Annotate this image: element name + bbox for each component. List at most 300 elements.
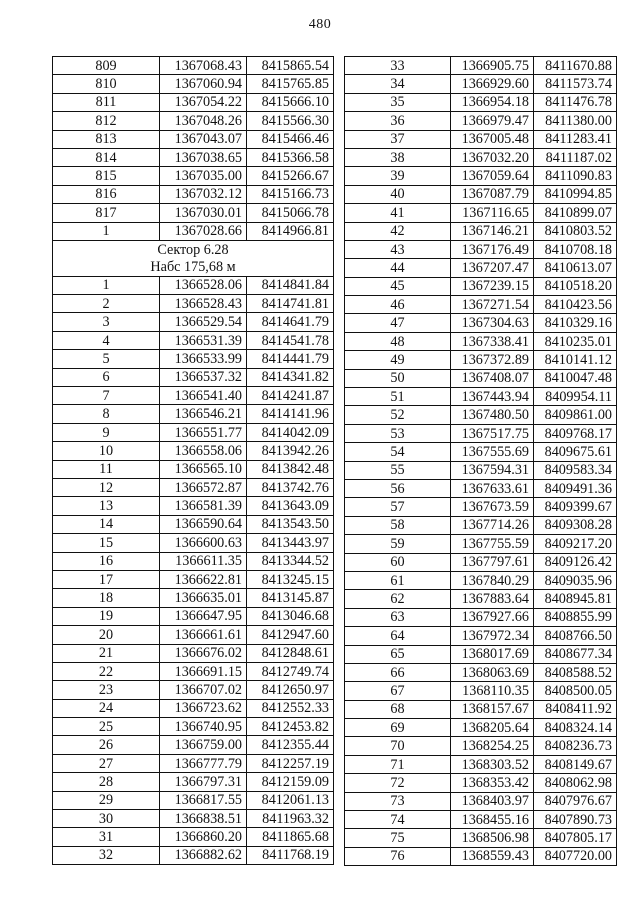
coordinate-x: 1367480.50 bbox=[451, 406, 534, 424]
coordinate-y: 8410047.48 bbox=[534, 369, 617, 387]
point-number: 39 bbox=[345, 167, 451, 185]
coordinates-table-right bbox=[344, 56, 617, 866]
point-number: 2 bbox=[53, 295, 160, 313]
table-row bbox=[53, 442, 334, 460]
point-number: 75 bbox=[345, 829, 451, 847]
point-number: 16 bbox=[53, 552, 160, 570]
coordinate-y: 8415666.10 bbox=[247, 93, 334, 111]
coordinate-y: 8408855.99 bbox=[534, 608, 617, 626]
coordinate-y: 8412453.82 bbox=[247, 718, 334, 736]
coordinate-x: 1368506.98 bbox=[451, 829, 534, 847]
coordinate-y: 8414641.79 bbox=[247, 313, 334, 331]
coordinate-y: 8412552.33 bbox=[247, 699, 334, 717]
coordinate-y: 8407890.73 bbox=[534, 811, 617, 829]
table-row bbox=[53, 791, 334, 809]
coordinate-x: 1366740.95 bbox=[160, 718, 247, 736]
coordinate-x: 1367030.01 bbox=[160, 204, 247, 222]
table-row bbox=[53, 75, 334, 93]
table-row bbox=[345, 535, 617, 553]
table-row bbox=[53, 185, 334, 203]
coordinate-y: 8408766.50 bbox=[534, 627, 617, 645]
point-number: 64 bbox=[345, 627, 451, 645]
point-number: 72 bbox=[345, 774, 451, 792]
point-number: 48 bbox=[345, 332, 451, 350]
coordinate-x: 1368063.69 bbox=[451, 663, 534, 681]
coordinate-x: 1366954.18 bbox=[451, 93, 534, 111]
coordinate-x: 1366533.99 bbox=[160, 350, 247, 368]
point-number: 1 bbox=[53, 222, 160, 240]
table-row bbox=[53, 699, 334, 717]
coordinate-y: 8413742.76 bbox=[247, 478, 334, 496]
coordinate-x: 1366528.06 bbox=[160, 276, 247, 294]
table-row bbox=[53, 276, 334, 294]
coordinate-x: 1367443.94 bbox=[451, 388, 534, 406]
point-number: 65 bbox=[345, 645, 451, 663]
point-number: 60 bbox=[345, 553, 451, 571]
coordinate-y: 8413344.52 bbox=[247, 552, 334, 570]
coordinate-x: 1367068.43 bbox=[160, 57, 247, 75]
table-row bbox=[345, 167, 617, 185]
coordinate-y: 8410235.01 bbox=[534, 332, 617, 350]
coordinate-y: 8414042.09 bbox=[247, 423, 334, 441]
table-row bbox=[345, 406, 617, 424]
point-number: 817 bbox=[53, 204, 160, 222]
coordinate-x: 1366529.54 bbox=[160, 313, 247, 331]
table-row bbox=[345, 369, 617, 387]
coordinate-x: 1367087.79 bbox=[451, 185, 534, 203]
point-number: 25 bbox=[53, 718, 160, 736]
section-title-row bbox=[53, 240, 334, 258]
table-row bbox=[53, 589, 334, 607]
point-number: 43 bbox=[345, 240, 451, 258]
point-number: 1 bbox=[53, 276, 160, 294]
table-row bbox=[53, 93, 334, 111]
coordinate-y: 8415865.54 bbox=[247, 57, 334, 75]
coordinate-y: 8410141.12 bbox=[534, 351, 617, 369]
coordinate-x: 1366723.62 bbox=[160, 699, 247, 717]
coordinate-x: 1367005.48 bbox=[451, 130, 534, 148]
coordinate-y: 8415266.67 bbox=[247, 167, 334, 185]
coordinate-y: 8409217.20 bbox=[534, 535, 617, 553]
table-row bbox=[345, 277, 617, 295]
point-number: 816 bbox=[53, 185, 160, 203]
point-number: 31 bbox=[53, 828, 160, 846]
point-number: 10 bbox=[53, 442, 160, 460]
coordinate-y: 8411670.88 bbox=[534, 57, 617, 75]
coordinate-x: 1367271.54 bbox=[451, 296, 534, 314]
table-row bbox=[345, 296, 617, 314]
coordinate-y: 8415166.73 bbox=[247, 185, 334, 203]
coordinate-y: 8408945.81 bbox=[534, 590, 617, 608]
table-row bbox=[345, 608, 617, 626]
coordinate-x: 1367116.65 bbox=[451, 204, 534, 222]
coordinate-x: 1368559.43 bbox=[451, 847, 534, 865]
point-number: 814 bbox=[53, 148, 160, 166]
coordinate-y: 8408149.67 bbox=[534, 755, 617, 773]
coordinate-y: 8411963.32 bbox=[247, 810, 334, 828]
point-number: 73 bbox=[345, 792, 451, 810]
coordinate-x: 1367207.47 bbox=[451, 259, 534, 277]
coordinate-x: 1367797.61 bbox=[451, 553, 534, 571]
point-number: 22 bbox=[53, 662, 160, 680]
table-row bbox=[345, 57, 617, 75]
coordinate-y: 8409954.11 bbox=[534, 388, 617, 406]
coordinate-y: 8409675.61 bbox=[534, 443, 617, 461]
table-row bbox=[53, 773, 334, 791]
coordinate-y: 8412947.60 bbox=[247, 626, 334, 644]
coordinate-y: 8411476.78 bbox=[534, 93, 617, 111]
coordinate-x: 1367840.29 bbox=[451, 571, 534, 589]
point-number: 4 bbox=[53, 331, 160, 349]
point-number: 52 bbox=[345, 406, 451, 424]
table-row bbox=[53, 112, 334, 130]
coordinate-y: 8415466.46 bbox=[247, 130, 334, 148]
coordinate-y: 8413842.48 bbox=[247, 460, 334, 478]
point-number: 20 bbox=[53, 626, 160, 644]
coordinate-x: 1367673.59 bbox=[451, 498, 534, 516]
coordinate-x: 1366707.02 bbox=[160, 681, 247, 699]
point-number: 49 bbox=[345, 351, 451, 369]
coordinate-x: 1367176.49 bbox=[451, 240, 534, 258]
table-row bbox=[345, 479, 617, 497]
coordinate-y: 8409035.96 bbox=[534, 571, 617, 589]
table-row bbox=[345, 351, 617, 369]
table-row bbox=[345, 590, 617, 608]
table-row bbox=[345, 259, 617, 277]
point-number: 45 bbox=[345, 277, 451, 295]
coordinate-x: 1366546.21 bbox=[160, 405, 247, 423]
coordinate-x: 1366528.43 bbox=[160, 295, 247, 313]
coordinate-x: 1367035.00 bbox=[160, 167, 247, 185]
coordinate-x: 1366600.63 bbox=[160, 534, 247, 552]
table-row bbox=[53, 552, 334, 570]
coordinate-x: 1367408.07 bbox=[451, 369, 534, 387]
coordinate-y: 8411865.68 bbox=[247, 828, 334, 846]
coordinate-x: 1366882.62 bbox=[160, 846, 247, 864]
coordinate-y: 8413046.68 bbox=[247, 607, 334, 625]
point-number: 33 bbox=[345, 57, 451, 75]
table-row bbox=[345, 388, 617, 406]
coordinate-y: 8413443.97 bbox=[247, 534, 334, 552]
table-row bbox=[53, 222, 334, 240]
point-number: 63 bbox=[345, 608, 451, 626]
table-row bbox=[345, 755, 617, 773]
point-number: 36 bbox=[345, 112, 451, 130]
coordinate-x: 1367883.64 bbox=[451, 590, 534, 608]
point-number: 21 bbox=[53, 644, 160, 662]
coordinate-y: 8412159.09 bbox=[247, 773, 334, 791]
coordinate-x: 1366551.77 bbox=[160, 423, 247, 441]
table-row bbox=[53, 607, 334, 625]
coordinate-x: 1366676.02 bbox=[160, 644, 247, 662]
table-row bbox=[53, 350, 334, 368]
coordinate-x: 1367032.20 bbox=[451, 148, 534, 166]
coordinate-x: 1367555.69 bbox=[451, 443, 534, 461]
table-row bbox=[345, 314, 617, 332]
coordinate-x: 1366979.47 bbox=[451, 112, 534, 130]
coordinate-x: 1368403.97 bbox=[451, 792, 534, 810]
coordinate-y: 8410994.85 bbox=[534, 185, 617, 203]
point-number: 8 bbox=[53, 405, 160, 423]
coordinate-x: 1368455.16 bbox=[451, 811, 534, 829]
coordinate-y: 8415066.78 bbox=[247, 204, 334, 222]
coordinate-y: 8413145.87 bbox=[247, 589, 334, 607]
coordinate-x: 1366661.61 bbox=[160, 626, 247, 644]
coordinate-y: 8412061.13 bbox=[247, 791, 334, 809]
point-number: 13 bbox=[53, 497, 160, 515]
table-row bbox=[53, 718, 334, 736]
coordinate-y: 8411187.02 bbox=[534, 148, 617, 166]
coordinate-y: 8414341.82 bbox=[247, 368, 334, 386]
point-number: 15 bbox=[53, 534, 160, 552]
table-row bbox=[53, 736, 334, 754]
coordinate-x: 1366537.32 bbox=[160, 368, 247, 386]
coordinate-y: 8414841.84 bbox=[247, 276, 334, 294]
coordinate-y: 8413543.50 bbox=[247, 515, 334, 533]
table-row bbox=[53, 644, 334, 662]
table-row bbox=[53, 810, 334, 828]
point-number: 12 bbox=[53, 478, 160, 496]
point-number: 68 bbox=[345, 700, 451, 718]
coordinate-x: 1367048.26 bbox=[160, 112, 247, 130]
coordinate-y: 8408324.14 bbox=[534, 719, 617, 737]
point-number: 23 bbox=[53, 681, 160, 699]
table-row bbox=[345, 148, 617, 166]
coordinate-x: 1367517.75 bbox=[451, 424, 534, 442]
point-number: 5 bbox=[53, 350, 160, 368]
point-number: 812 bbox=[53, 112, 160, 130]
coordinate-x: 1368205.64 bbox=[451, 719, 534, 737]
table-row bbox=[53, 681, 334, 699]
point-number: 813 bbox=[53, 130, 160, 148]
point-number: 59 bbox=[345, 535, 451, 553]
coordinate-y: 8409126.42 bbox=[534, 553, 617, 571]
table-row bbox=[53, 570, 334, 588]
coordinate-y: 8414966.81 bbox=[247, 222, 334, 240]
coordinate-y: 8410899.07 bbox=[534, 204, 617, 222]
coordinate-y: 8407805.17 bbox=[534, 829, 617, 847]
coordinate-y: 8408411.92 bbox=[534, 700, 617, 718]
coordinate-y: 8411380.00 bbox=[534, 112, 617, 130]
table-row bbox=[345, 627, 617, 645]
coordinate-y: 8415366.58 bbox=[247, 148, 334, 166]
coordinate-x: 1366565.10 bbox=[160, 460, 247, 478]
table-row bbox=[345, 682, 617, 700]
table-row bbox=[53, 148, 334, 166]
coordinate-x: 1366777.79 bbox=[160, 754, 247, 772]
coordinate-y: 8408677.34 bbox=[534, 645, 617, 663]
coordinate-y: 8413245.15 bbox=[247, 570, 334, 588]
coordinate-x: 1368110.35 bbox=[451, 682, 534, 700]
point-number: 69 bbox=[345, 719, 451, 737]
point-number: 47 bbox=[345, 314, 451, 332]
table-row bbox=[53, 313, 334, 331]
coordinate-y: 8410518.20 bbox=[534, 277, 617, 295]
point-number: 35 bbox=[345, 93, 451, 111]
table-row bbox=[345, 516, 617, 534]
coordinates-table-left bbox=[52, 56, 334, 865]
point-number: 44 bbox=[345, 259, 451, 277]
coordinate-x: 1366647.95 bbox=[160, 607, 247, 625]
point-number: 24 bbox=[53, 699, 160, 717]
table-row bbox=[345, 553, 617, 571]
coordinate-y: 8412848.61 bbox=[247, 644, 334, 662]
coordinate-x: 1366905.75 bbox=[451, 57, 534, 75]
coordinate-x: 1366558.06 bbox=[160, 442, 247, 460]
point-number: 30 bbox=[53, 810, 160, 828]
coordinate-y: 8408236.73 bbox=[534, 737, 617, 755]
coordinate-y: 8414141.96 bbox=[247, 405, 334, 423]
coordinate-x: 1367594.31 bbox=[451, 461, 534, 479]
coordinate-y: 8415765.85 bbox=[247, 75, 334, 93]
table-row bbox=[345, 571, 617, 589]
point-number: 67 bbox=[345, 682, 451, 700]
coordinate-x: 1367038.65 bbox=[160, 148, 247, 166]
point-number: 17 bbox=[53, 570, 160, 588]
table-row bbox=[53, 846, 334, 864]
point-number: 27 bbox=[53, 754, 160, 772]
coordinate-x: 1366622.81 bbox=[160, 570, 247, 588]
point-number: 6 bbox=[53, 368, 160, 386]
table-row bbox=[345, 75, 617, 93]
coordinate-x: 1367338.41 bbox=[451, 332, 534, 350]
coordinate-x: 1366759.00 bbox=[160, 736, 247, 754]
point-number: 46 bbox=[345, 296, 451, 314]
coordinate-x: 1366635.01 bbox=[160, 589, 247, 607]
coordinate-y: 8410329.16 bbox=[534, 314, 617, 332]
coordinate-y: 8411768.19 bbox=[247, 846, 334, 864]
point-number: 18 bbox=[53, 589, 160, 607]
coordinate-x: 1366572.87 bbox=[160, 478, 247, 496]
coordinate-y: 8415566.30 bbox=[247, 112, 334, 130]
table-row bbox=[53, 497, 334, 515]
point-number: 62 bbox=[345, 590, 451, 608]
table-row bbox=[345, 204, 617, 222]
coordinate-y: 8409583.34 bbox=[534, 461, 617, 479]
coordinate-x: 1367372.89 bbox=[451, 351, 534, 369]
coordinate-x: 1366838.51 bbox=[160, 810, 247, 828]
table-row bbox=[345, 130, 617, 148]
coordinate-x: 1368157.67 bbox=[451, 700, 534, 718]
coordinate-y: 8407976.67 bbox=[534, 792, 617, 810]
coordinate-y: 8408500.05 bbox=[534, 682, 617, 700]
coordinate-y: 8409399.67 bbox=[534, 498, 617, 516]
coordinate-x: 1367054.22 bbox=[160, 93, 247, 111]
coordinate-y: 8414741.81 bbox=[247, 295, 334, 313]
coordinate-y: 8414541.78 bbox=[247, 331, 334, 349]
coordinate-x: 1367028.66 bbox=[160, 222, 247, 240]
coordinate-x: 1367059.64 bbox=[451, 167, 534, 185]
table-row bbox=[53, 295, 334, 313]
point-number: 28 bbox=[53, 773, 160, 791]
table-row bbox=[53, 167, 334, 185]
coordinate-x: 1366590.64 bbox=[160, 515, 247, 533]
point-number: 810 bbox=[53, 75, 160, 93]
table-row bbox=[345, 332, 617, 350]
table-row bbox=[53, 130, 334, 148]
point-number: 58 bbox=[345, 516, 451, 534]
coordinate-y: 8410423.56 bbox=[534, 296, 617, 314]
coordinate-x: 1367146.21 bbox=[451, 222, 534, 240]
coordinate-x: 1367043.07 bbox=[160, 130, 247, 148]
point-number: 32 bbox=[53, 846, 160, 864]
point-number: 74 bbox=[345, 811, 451, 829]
point-number: 61 bbox=[345, 571, 451, 589]
table-row bbox=[345, 240, 617, 258]
coordinate-y: 8413942.26 bbox=[247, 442, 334, 460]
point-number: 42 bbox=[345, 222, 451, 240]
coordinate-y: 8409861.00 bbox=[534, 406, 617, 424]
table-row bbox=[345, 93, 617, 111]
coordinate-y: 8410803.52 bbox=[534, 222, 617, 240]
coordinate-x: 1366797.31 bbox=[160, 773, 247, 791]
table-row bbox=[53, 368, 334, 386]
point-number: 70 bbox=[345, 737, 451, 755]
coordinate-y: 8412749.74 bbox=[247, 662, 334, 680]
coordinate-x: 1366611.35 bbox=[160, 552, 247, 570]
point-number: 57 bbox=[345, 498, 451, 516]
table-row bbox=[345, 847, 617, 865]
table-row bbox=[53, 754, 334, 772]
point-number: 56 bbox=[345, 479, 451, 497]
table-row bbox=[53, 331, 334, 349]
point-number: 76 bbox=[345, 847, 451, 865]
coordinate-y: 8408062.98 bbox=[534, 774, 617, 792]
coordinate-y: 8414241.87 bbox=[247, 387, 334, 405]
coordinate-x: 1368303.52 bbox=[451, 755, 534, 773]
table-row bbox=[345, 424, 617, 442]
table-row bbox=[345, 774, 617, 792]
table-row bbox=[53, 57, 334, 75]
point-number: 51 bbox=[345, 388, 451, 406]
table-row bbox=[345, 222, 617, 240]
coordinate-x: 1366817.55 bbox=[160, 791, 247, 809]
point-number: 66 bbox=[345, 663, 451, 681]
coordinate-y: 8409308.28 bbox=[534, 516, 617, 534]
coordinate-y: 8412650.97 bbox=[247, 681, 334, 699]
table-row bbox=[53, 626, 334, 644]
point-number: 40 bbox=[345, 185, 451, 203]
point-number: 34 bbox=[345, 75, 451, 93]
point-number: 38 bbox=[345, 148, 451, 166]
page-number: 480 bbox=[308, 17, 332, 32]
point-number: 29 bbox=[53, 791, 160, 809]
table-row bbox=[345, 663, 617, 681]
coordinate-x: 1366691.15 bbox=[160, 662, 247, 680]
table-row bbox=[345, 645, 617, 663]
coordinate-x: 1367633.61 bbox=[451, 479, 534, 497]
point-number: 7 bbox=[53, 387, 160, 405]
point-number: 815 bbox=[53, 167, 160, 185]
coordinate-y: 8411090.83 bbox=[534, 167, 617, 185]
coordinate-x: 1366929.60 bbox=[451, 75, 534, 93]
table-row bbox=[345, 719, 617, 737]
table-row bbox=[53, 828, 334, 846]
coordinate-y: 8414441.79 bbox=[247, 350, 334, 368]
table-row bbox=[53, 423, 334, 441]
coordinate-y: 8408588.52 bbox=[534, 663, 617, 681]
coordinate-y: 8411573.74 bbox=[534, 75, 617, 93]
coordinate-x: 1367972.34 bbox=[451, 627, 534, 645]
point-number: 71 bbox=[345, 755, 451, 773]
coordinate-x: 1368017.69 bbox=[451, 645, 534, 663]
coordinate-x: 1367304.63 bbox=[451, 314, 534, 332]
point-number: 26 bbox=[53, 736, 160, 754]
coordinate-y: 8410708.18 bbox=[534, 240, 617, 258]
coordinate-y: 8411283.41 bbox=[534, 130, 617, 148]
coordinate-x: 1366581.39 bbox=[160, 497, 247, 515]
coordinate-x: 1367060.94 bbox=[160, 75, 247, 93]
